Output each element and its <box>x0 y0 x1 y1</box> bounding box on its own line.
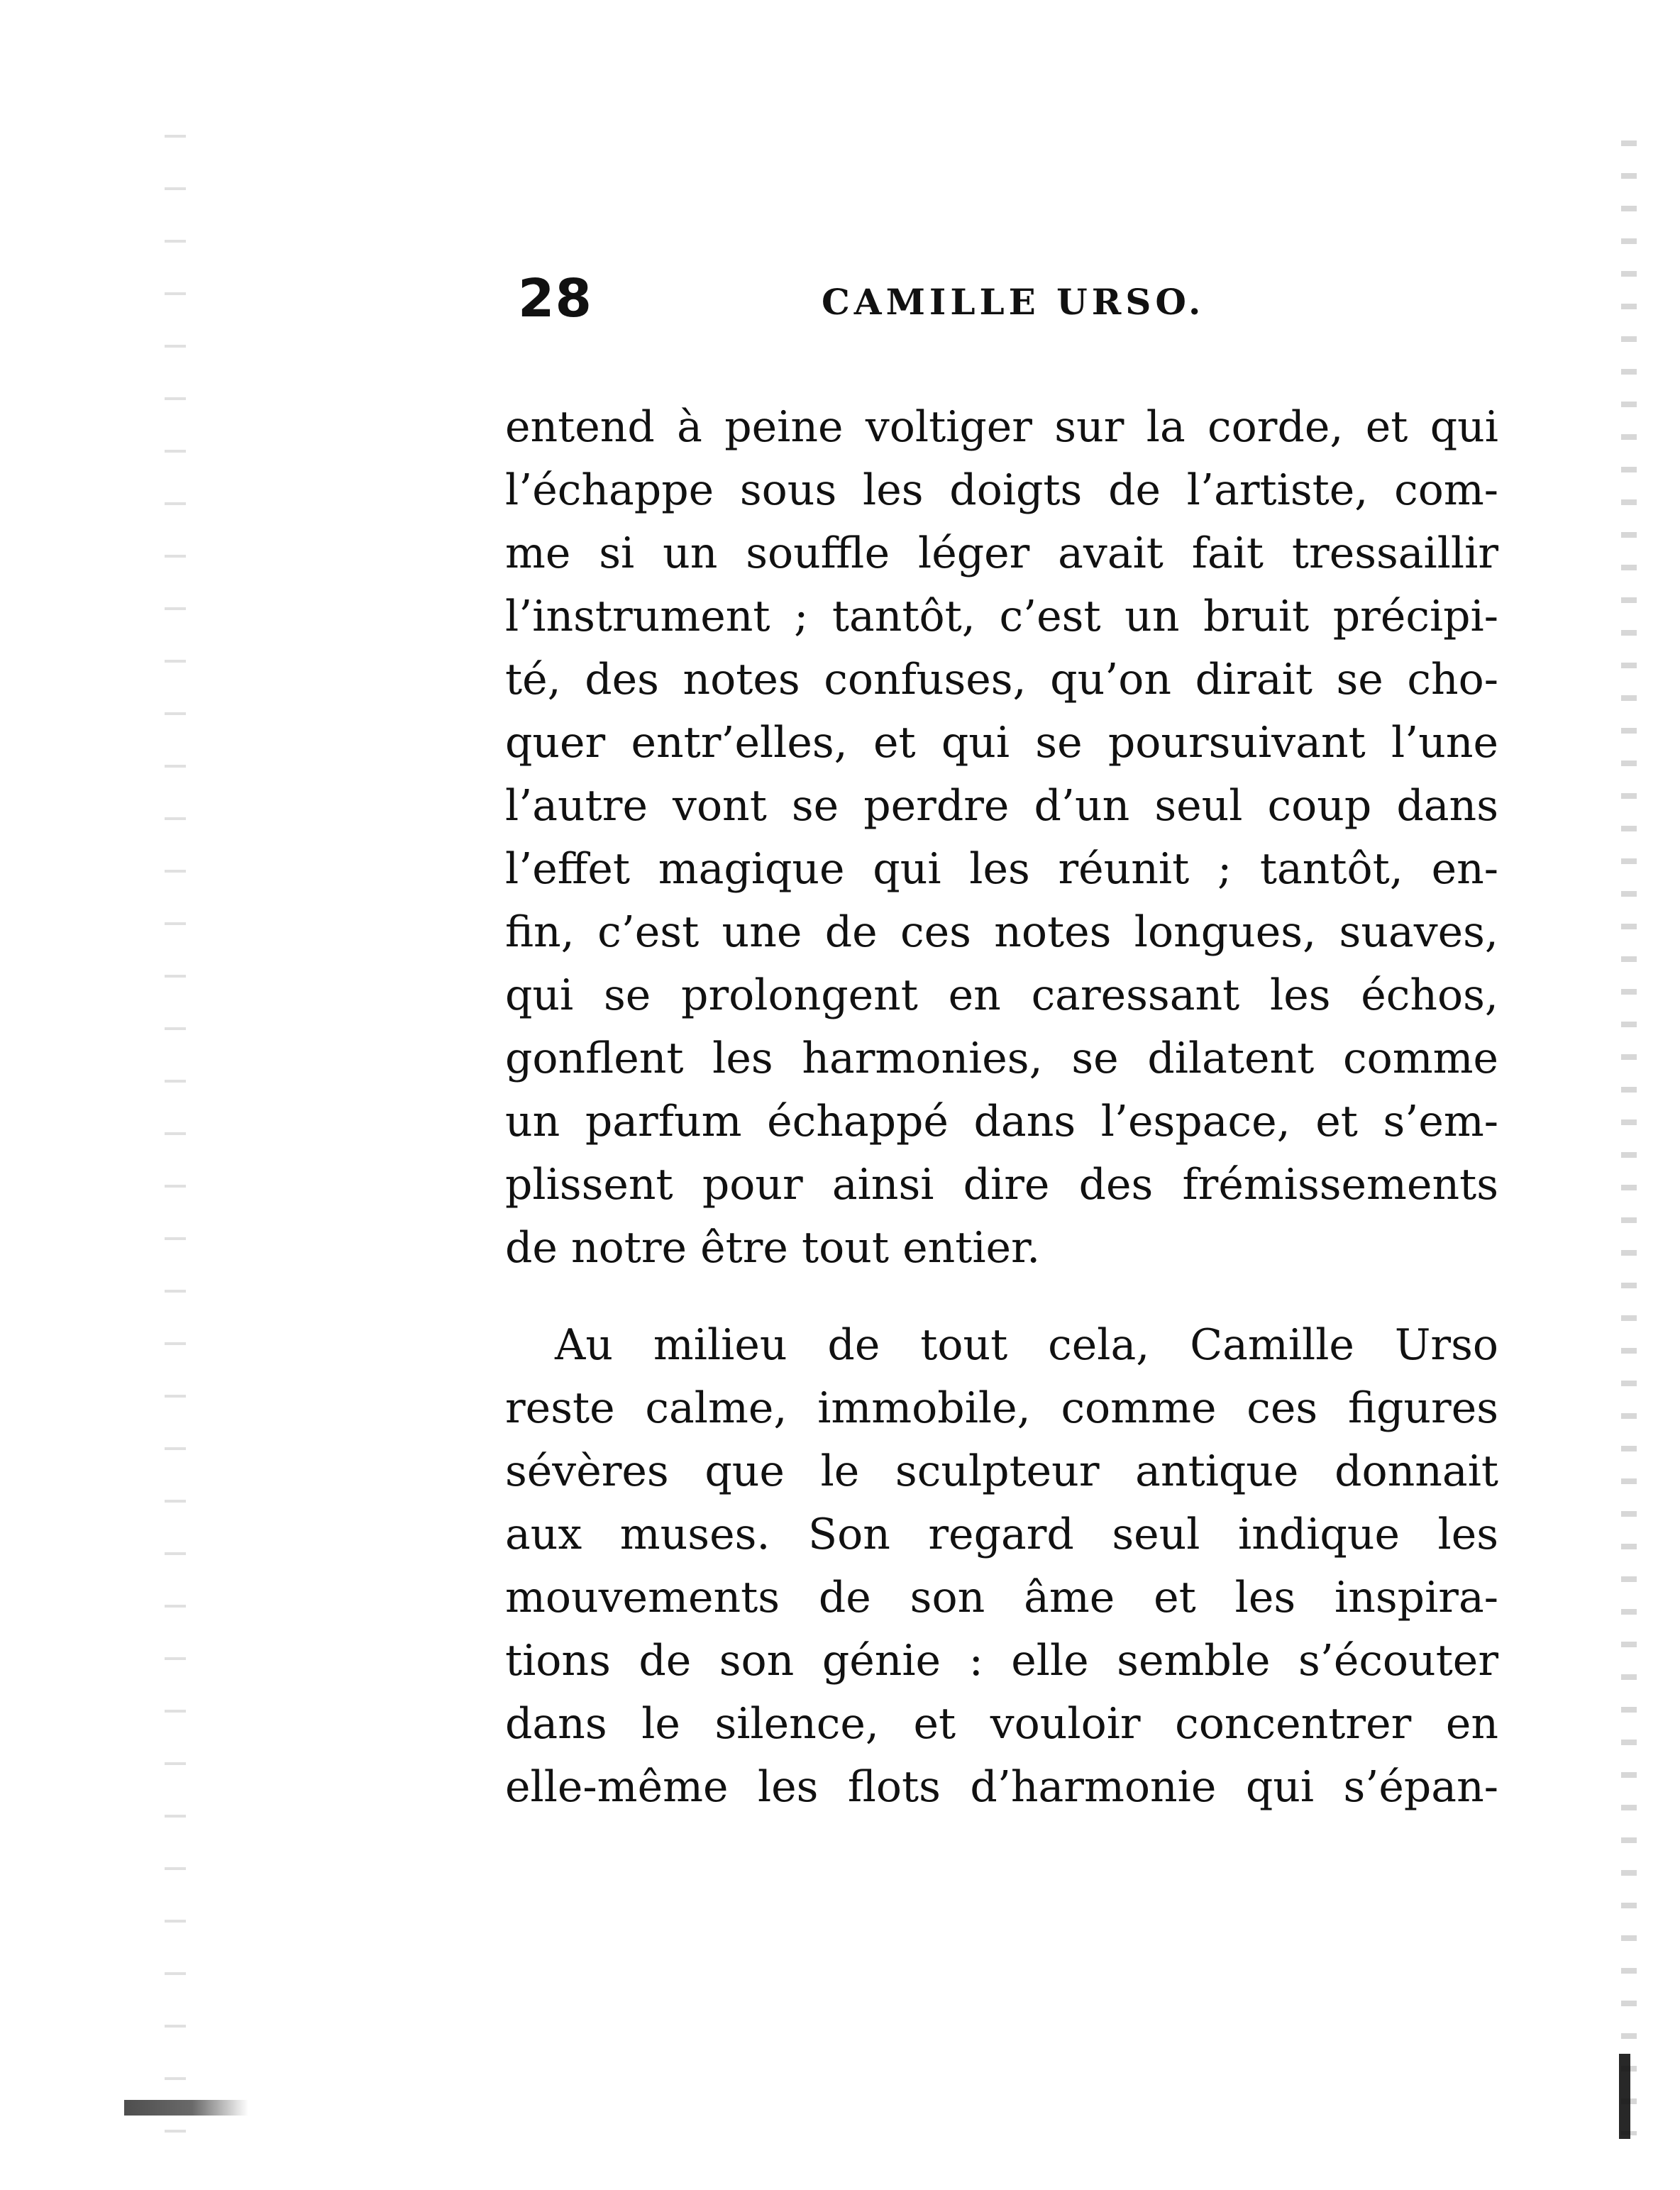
text-line: sévères que le sculpteur antique donnait <box>505 1447 1498 1496</box>
text-line: Au milieu de tout cela, Camille Urso <box>555 1320 1498 1370</box>
scan-edge-right-bottom <box>1619 2054 1630 2139</box>
text-line: tions de son génie : elle semble s’écouter <box>505 1636 1498 1686</box>
text-line: l’effet magique qui les réunit ; tantôt, en- <box>505 844 1498 894</box>
text-line: entend à peine voltiger sur la corde, et qui <box>505 402 1498 452</box>
running-title: CAMILLE URSO. <box>822 281 1205 323</box>
paragraph-1 <box>505 396 1498 1280</box>
text-line: dans le silence, et vouloir concentrer en <box>505 1699 1498 1749</box>
scan-edge-left <box>165 85 186 2178</box>
text-line: fin, c’est une de ces notes longues, suaves, <box>505 907 1498 957</box>
text-line: me si un souffle léger avait fait tressaillir <box>505 529 1498 578</box>
scan-edge-right <box>1621 114 1637 2135</box>
text-line: mouvements de son âme et les inspira- <box>505 1573 1498 1622</box>
paragraph-2 <box>505 1314 1498 1819</box>
text-line: reste calme, immobile, comme ces figures <box>505 1383 1498 1433</box>
text-line: plissent pour ainsi dire des frémissements <box>505 1160 1498 1210</box>
text-line: qui se prolongent en caressant les échos, <box>505 970 1498 1020</box>
page-header <box>518 268 1256 332</box>
scan-edge-left-bottom <box>124 2100 248 2116</box>
text-line: té, des notes confuses, qu’on dirait se cho- <box>505 655 1498 704</box>
text-line: elle-même les flots d’harmonie qui s’épan- <box>505 1762 1498 1812</box>
text-line: aux muses. Son regard seul indique les <box>505 1510 1498 1559</box>
text-line: l’échappe sous les doigts de l’artiste, com- <box>505 465 1498 515</box>
page-number: 28 <box>518 268 592 329</box>
text-line: l’autre vont se perdre d’un seul coup dans <box>505 781 1498 831</box>
text-line: quer entr’elles, et qui se poursuivant l’une <box>505 718 1498 768</box>
text-line: l’instrument ; tantôt, c’est un bruit précipi- <box>505 592 1498 641</box>
text-line: de notre être tout entier. <box>505 1223 1041 1273</box>
text-line: un parfum échappé dans l’espace, et s’em- <box>505 1097 1498 1146</box>
text-line: gonflent les harmonies, se dilatent comme <box>505 1034 1498 1083</box>
